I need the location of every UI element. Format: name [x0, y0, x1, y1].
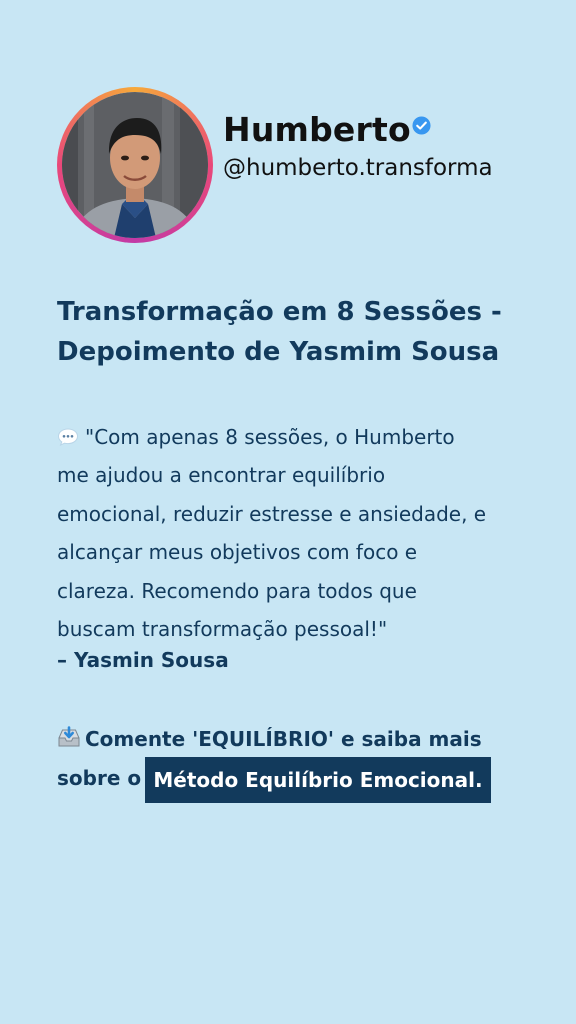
post-title-line1: Transformação em 8 Sessões -: [57, 297, 502, 327]
cta-text-line-1: Comente 'EQUILÍBRIO' e saiba mais: [85, 727, 482, 751]
profile-photo: [62, 92, 208, 238]
testimonial-quote: [57, 418, 527, 648]
avatar[interactable]: [62, 92, 208, 238]
quote-line-6: buscam transformação pessoal!": [57, 617, 388, 642]
cta-line-2-prefix: sobre o: [57, 766, 142, 790]
verified-badge-icon: [412, 116, 431, 135]
post-title: [57, 292, 537, 372]
testimonial-author: – Yasmin Sousa: [57, 648, 229, 672]
speech-bubble-icon: [57, 428, 79, 446]
quote-line-4: alcançar meus objetivos com foco e: [57, 540, 418, 565]
avatar-ring: [57, 87, 213, 243]
profile-name[interactable]: Humberto: [223, 110, 411, 149]
inbox-tray-icon: [57, 726, 81, 750]
quote-text-line-1: "Com apenas 8 sessões, o Humberto: [85, 425, 455, 449]
quote-line-5: clareza. Recomendo para todos que: [57, 578, 417, 603]
method-highlight-label: Método Equilíbrio Emocional.: [145, 757, 491, 803]
profile-handle[interactable]: @humberto.transforma: [223, 155, 493, 181]
post-title-line2: Depoimento de Yasmim Sousa: [57, 337, 500, 367]
quote-line-3: emocional, reduzir estresse e ansiedade, e: [57, 501, 487, 526]
quote-line-1: [57, 418, 527, 456]
cta-line-1: [57, 726, 482, 751]
quote-line-2: me ajudou a encontrar equilíbrio: [57, 463, 386, 488]
